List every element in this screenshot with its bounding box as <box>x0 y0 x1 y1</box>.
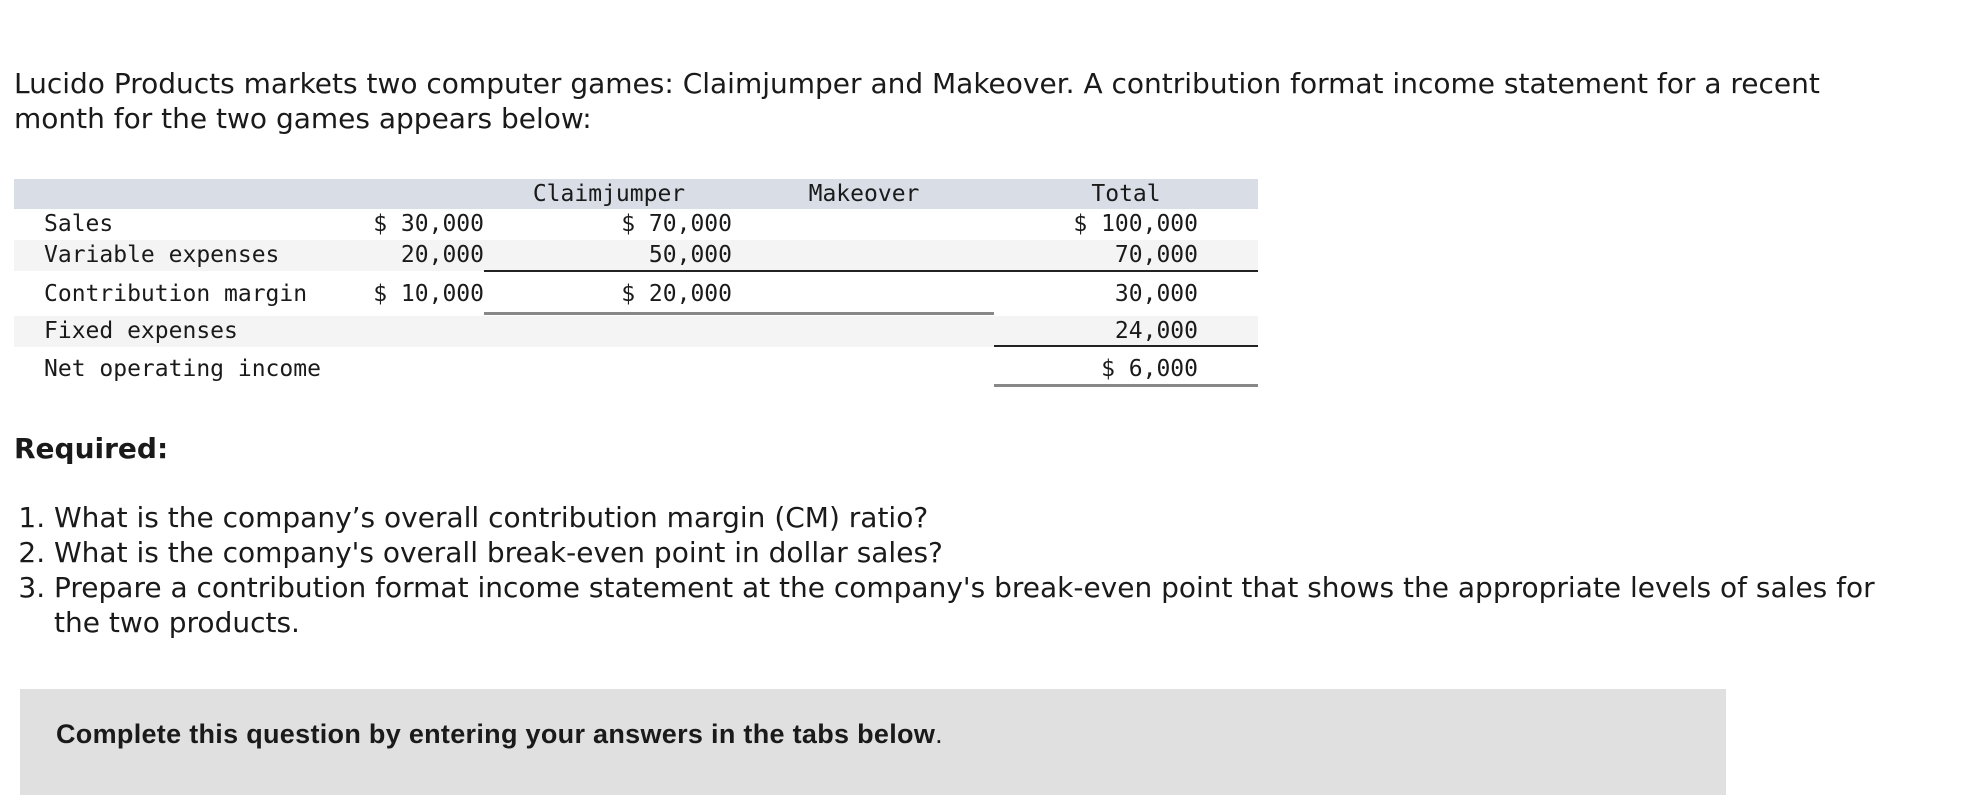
total-value: $ 100,000 <box>1073 211 1198 237</box>
makeover-value: $ 70,000 <box>621 211 732 237</box>
total-value: 70,000 <box>1114 242 1198 268</box>
question-item: 2. What is the company's overall break-even point in dollar sales? <box>54 535 1914 570</box>
row-label: Net operating income <box>44 356 321 382</box>
fixed-expenses-rule <box>994 345 1258 347</box>
total-value: $ 6,000 <box>1101 356 1198 382</box>
spacer <box>14 271 1258 279</box>
double-rule-total <box>994 384 1258 387</box>
instruction-period: . <box>935 719 943 749</box>
double-rule-products <box>484 312 994 315</box>
required-heading: Required: <box>14 432 169 465</box>
claimjumper-value: 20,000 <box>400 242 484 268</box>
row-label: Variable expenses <box>44 242 280 268</box>
column-header-claimjumper: Claimjumper <box>532 181 686 207</box>
table-row-variable-expenses <box>14 240 1258 271</box>
instruction-message: Complete this question by entering your answers in the tabs below <box>56 719 936 749</box>
row-label: Contribution margin <box>44 281 308 307</box>
makeover-value: 50,000 <box>648 242 732 268</box>
table-row-sales <box>14 209 1258 240</box>
row-label: Fixed expenses <box>44 318 238 344</box>
column-header-total: Total <box>1091 181 1161 207</box>
instruction-text <box>56 719 943 750</box>
table-row-fixed-expenses <box>14 316 1258 347</box>
income-statement-table <box>14 179 1258 385</box>
table-row-net-operating-income <box>14 354 1258 385</box>
table-header-row <box>14 179 1258 209</box>
question-list <box>0 500 1914 640</box>
table-row-contribution-margin <box>14 279 1258 310</box>
instruction-banner <box>20 689 1726 795</box>
claimjumper-value: $ 10,000 <box>373 281 484 307</box>
question-item: 3. Prepare a contribution format income statement at the company's break-even point that shows the appropriate levels of sales for the two products. <box>54 570 1914 640</box>
subtotal-rule <box>484 270 1258 272</box>
claimjumper-value: $ 30,000 <box>373 211 484 237</box>
total-value: 30,000 <box>1114 281 1198 307</box>
question-item: 1. What is the company’s overall contribution margin (CM) ratio? <box>54 500 1914 535</box>
problem-intro: Lucido Products markets two computer games: Claimjumper and Makeover. A contribution format income statement for a recent month for the two games appears below: <box>14 67 1820 135</box>
column-header-makeover: Makeover <box>808 181 920 207</box>
total-value: 24,000 <box>1114 318 1198 344</box>
makeover-value: $ 20,000 <box>621 281 732 307</box>
row-label: Sales <box>44 211 114 237</box>
